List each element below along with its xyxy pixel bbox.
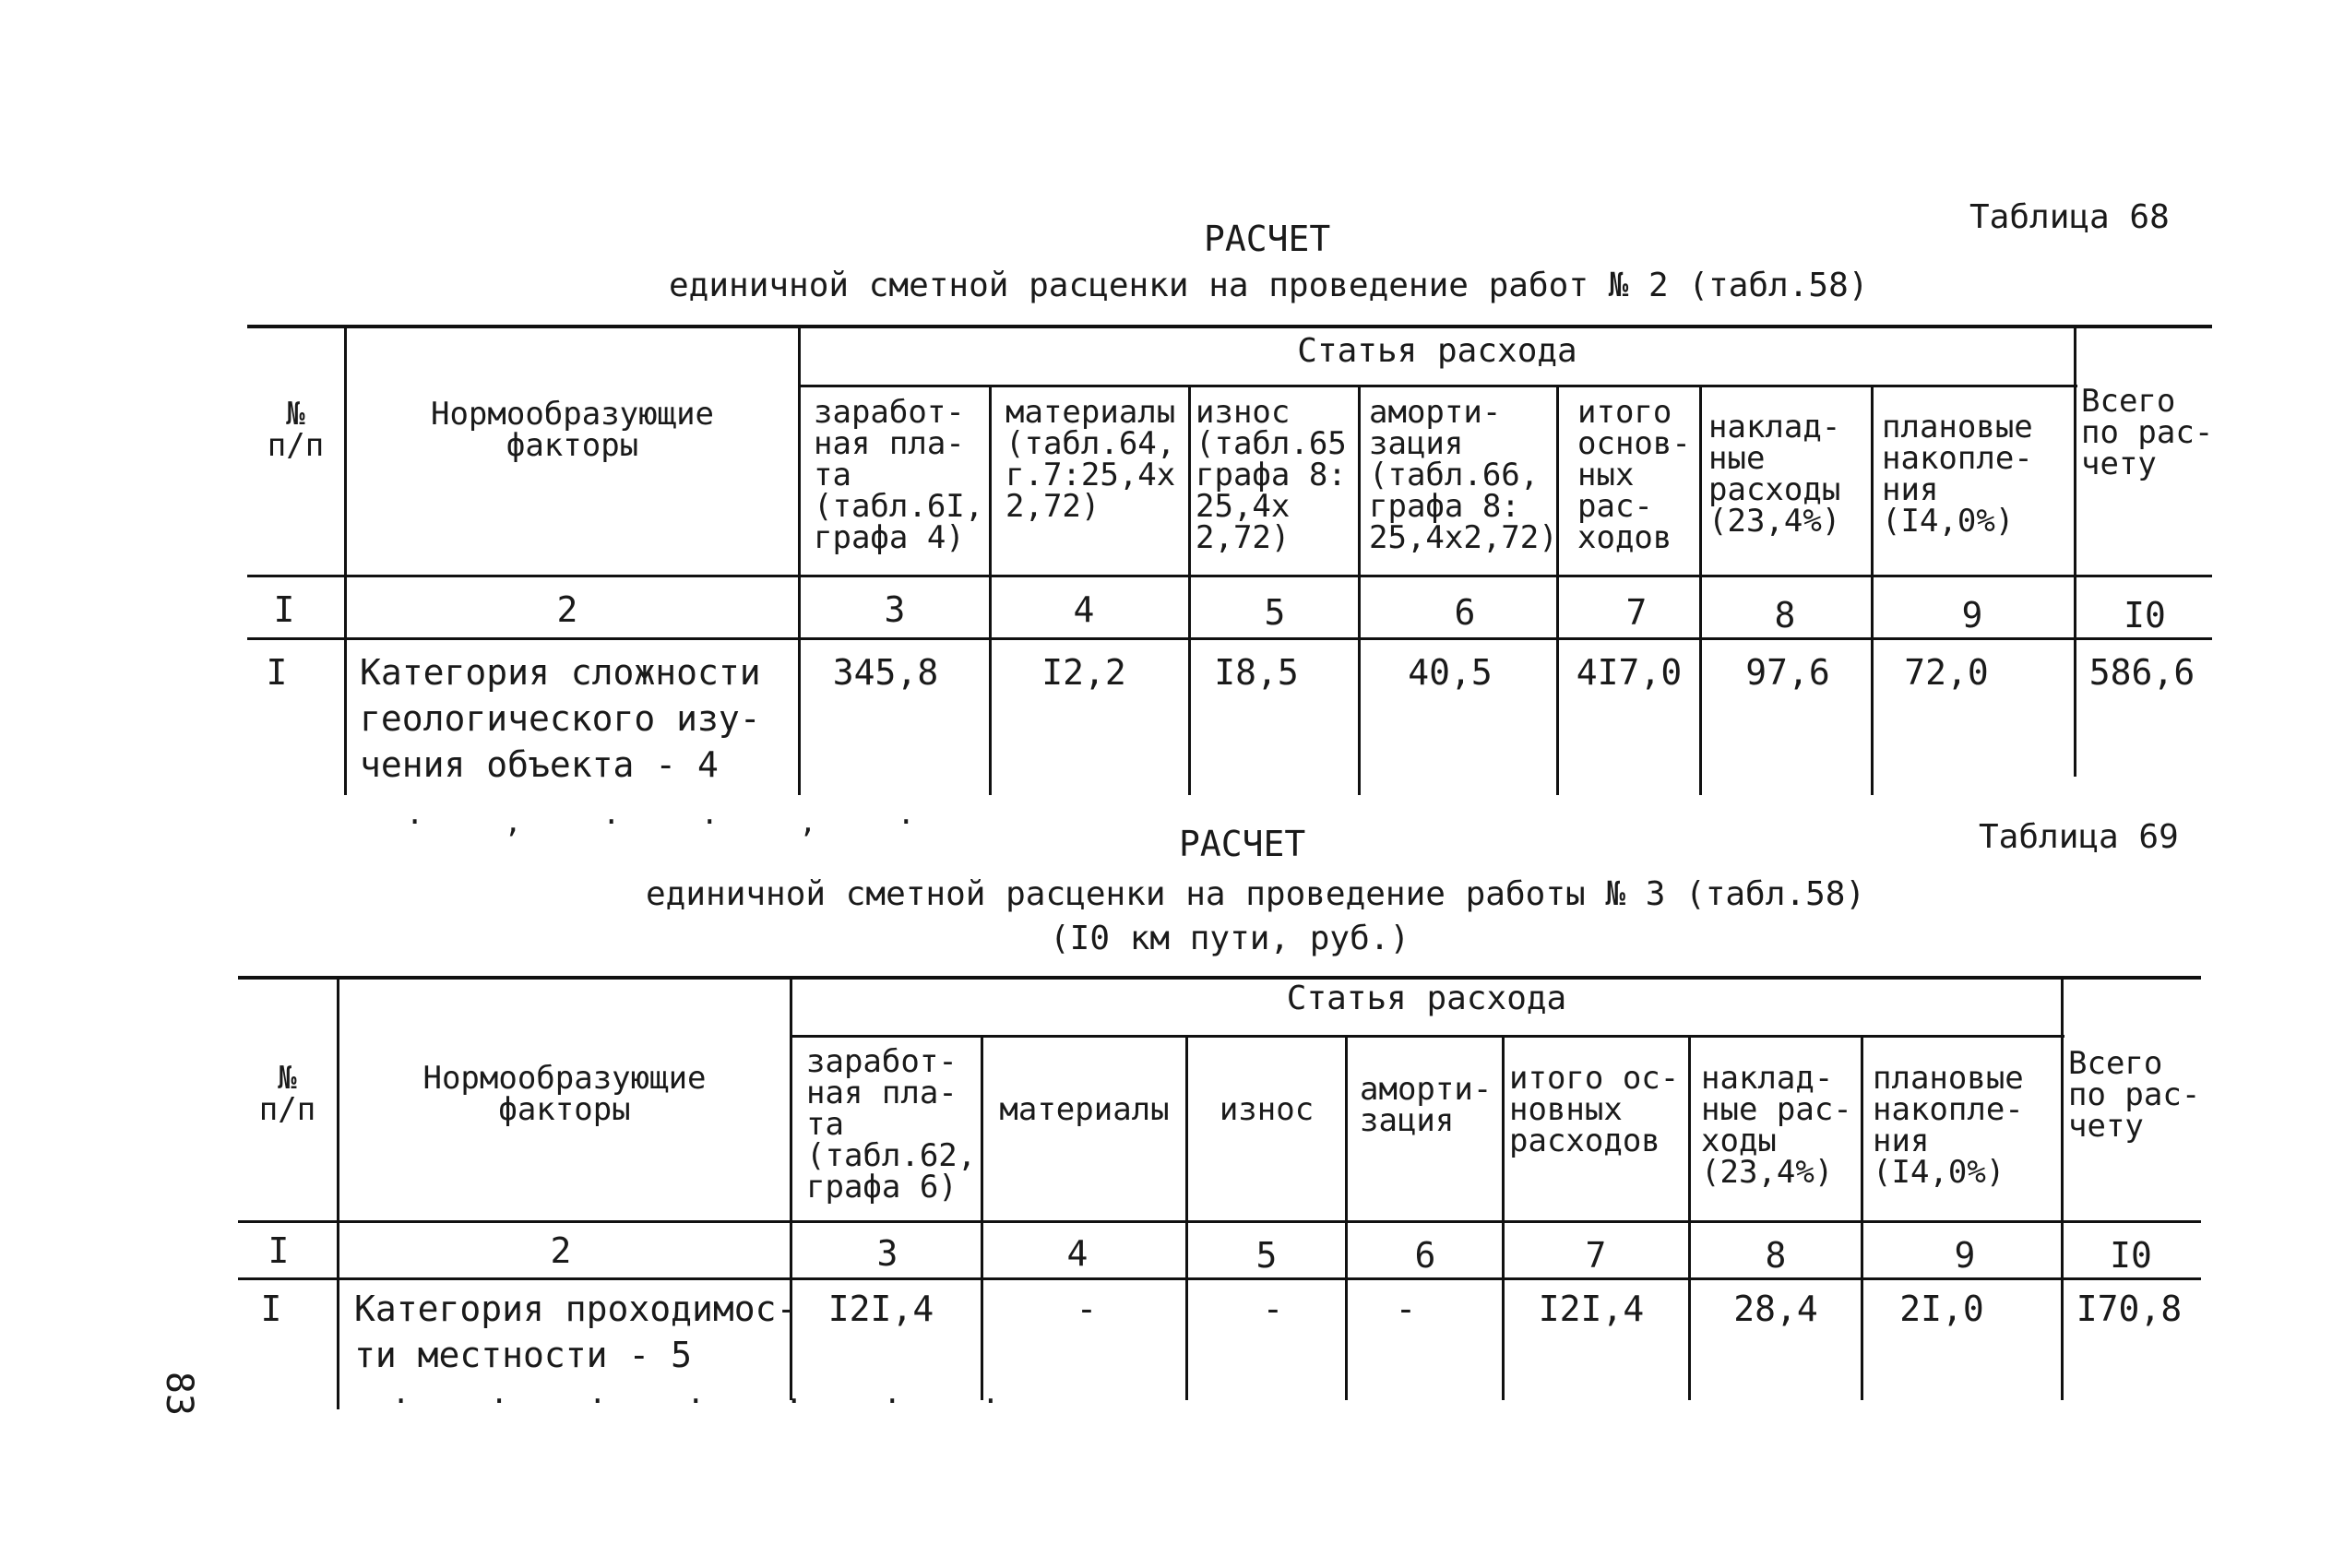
- table-68-top-rule: [247, 325, 2212, 328]
- table-68-header-rule: [247, 575, 2212, 577]
- table-69-col-number: 6: [1414, 1235, 1436, 1276]
- table-69-col-total: Всего по рас- чету: [2068, 1045, 2201, 1145]
- table-68-col-number: 9: [1961, 595, 1983, 636]
- table-69-col-factors: Нормообразующие факторы: [422, 1060, 707, 1128]
- table-69-col-number: 5: [1255, 1235, 1278, 1276]
- continuation-dots: · · · · · · ·: [392, 1384, 1031, 1419]
- table-68-divider: [798, 325, 801, 795]
- table-69-subtitle-units: (I0 км пути, руб.): [1050, 920, 1410, 957]
- table-68-value: 586,6: [2088, 652, 2195, 693]
- table-68-divider: [2074, 325, 2076, 777]
- table-69-col-number: I: [268, 1230, 290, 1271]
- table-69-value: I2I,4: [1538, 1289, 1645, 1329]
- table-68-row-no: I: [266, 652, 288, 693]
- table-68-col-factors: Нормообразующие факторы: [430, 396, 715, 464]
- table-68-value: I2,2: [1041, 652, 1126, 693]
- table-68-col-number: I0: [2124, 595, 2166, 636]
- table-69-value: 28,4: [1733, 1289, 1818, 1329]
- table-68-row-factor: Категория сложности геологического изу- чения объекта - 4: [360, 652, 761, 785]
- table-68-value: 72,0: [1904, 652, 1989, 693]
- continuation-dots: · ‚ · · ‚ ·: [406, 804, 946, 839]
- table-69-header-rule: [238, 1220, 2201, 1223]
- table-69-divider: [1345, 1038, 1348, 1400]
- table-69-value: I70,8: [2076, 1289, 2183, 1329]
- table-68-col-number: 3: [884, 589, 906, 630]
- table-68-divider: [1358, 387, 1361, 795]
- table-69-value: -: [1395, 1289, 1417, 1329]
- table-69-col-8: наклад- ные рас- ходы (23,4%): [1701, 1060, 1852, 1191]
- table-68-col-6: аморти- зация (табл.66, графа 8: 25,4х2,72): [1369, 394, 1558, 556]
- table-69-subtitle: единичной сметной расценки на проведение работы № 3 (табл.58): [646, 875, 1866, 913]
- table-68-col-5: износ (табл.65 графа 8: 25,4х 2,72): [1196, 394, 1347, 556]
- table-68-value: 345,8: [832, 652, 939, 693]
- table-69-col-7: итого ос- новных расходов: [1509, 1060, 1680, 1159]
- table-69-divider: [1688, 1038, 1691, 1400]
- table-69-col-9: плановые накопле- ния (I4,0%): [1873, 1060, 2024, 1191]
- table-68-col-number: 2: [556, 589, 578, 630]
- table-68-divider: [1871, 387, 1874, 795]
- table-69-divider: [1502, 1038, 1505, 1400]
- table-68-col-8: наклад- ные расходы (23,4%): [1708, 409, 1841, 540]
- table-69-col-number: 4: [1066, 1233, 1089, 1274]
- table-68-col-number: 4: [1073, 589, 1095, 630]
- table-69-col-no: № п/п: [258, 1060, 316, 1128]
- table-69-col-number: 7: [1585, 1235, 1607, 1276]
- table-68-value: 40,5: [1408, 652, 1493, 693]
- page-number: 83: [158, 1371, 201, 1417]
- table-68-group-header: Статья расхода: [1297, 332, 1577, 370]
- table-69-title: РАСЧЕТ: [1179, 824, 1306, 864]
- table-68-col-number: I: [273, 589, 295, 630]
- table-69-col-number: 8: [1765, 1235, 1787, 1276]
- table-69-tag: Таблица 69: [1979, 818, 2179, 856]
- table-69-divider: [2061, 976, 2064, 1400]
- table-68-value: I8,5: [1214, 652, 1299, 693]
- table-68-subtitle: единичной сметной расценки на проведение работ № 2 (табл.58): [669, 267, 1869, 304]
- table-68-title: РАСЧЕТ: [1204, 219, 1331, 259]
- table-69-divider: [1861, 1038, 1863, 1400]
- table-69-number-rule: [238, 1277, 2201, 1280]
- table-68-col-total: Всего по рас- чету: [2081, 383, 2214, 482]
- table-68-divider: [1188, 387, 1191, 795]
- table-68-col-9: плановые накопле- ния (I4,0%): [1882, 409, 2033, 540]
- table-69-col-5: износ: [1219, 1091, 1315, 1128]
- table-69-col-number: I0: [2110, 1235, 2152, 1276]
- table-68-col-number: 7: [1625, 592, 1648, 633]
- table-69-group-header: Статья расхода: [1286, 980, 1567, 1017]
- table-68-value: 4I7,0: [1576, 652, 1683, 693]
- table-68-col-4: материалы (табл.64, г.7:25,4х 2,72): [1005, 394, 1176, 525]
- table-69-col-4: материалы: [999, 1091, 1170, 1128]
- table-69-col-3: заработ- ная пла- та (табл.62, графа 6): [806, 1043, 977, 1206]
- table-69-col-number: 3: [876, 1233, 898, 1274]
- table-68-divider: [344, 325, 347, 795]
- table-69-top-rule: [238, 976, 2201, 980]
- table-68-number-rule: [247, 637, 2212, 640]
- table-69-value: I2I,4: [827, 1289, 934, 1329]
- table-68-col-number: 5: [1264, 592, 1286, 633]
- table-68-tag: Таблица 68: [1969, 198, 2170, 236]
- table-68-col-number: 8: [1774, 595, 1796, 636]
- table-69-divider: [1185, 1038, 1188, 1400]
- table-68-divider: [1699, 387, 1702, 795]
- table-68-col-7: итого основ- ных рас- ходов: [1577, 394, 1691, 556]
- table-69-divider: [337, 976, 339, 1409]
- table-69-divider: [981, 1038, 983, 1400]
- table-69-value: -: [1076, 1289, 1098, 1329]
- table-68-col-no: № п/п: [267, 396, 325, 464]
- table-69-row-factor: Категория проходимос- ти местности - 5: [354, 1289, 798, 1375]
- table-68-divider: [989, 387, 992, 795]
- table-69-row-no: I: [260, 1289, 282, 1329]
- table-68-col-number: 6: [1454, 592, 1476, 633]
- table-69-col-number: 2: [550, 1230, 572, 1271]
- table-68-value: 97,6: [1745, 652, 1830, 693]
- table-69-col-6: аморти- зация: [1360, 1071, 1493, 1139]
- table-69-value: 2I,0: [1899, 1289, 1984, 1329]
- table-69-col-number: 9: [1954, 1235, 1976, 1276]
- table-68-col-3: заработ- ная пла- та (табл.6I, графа 4): [814, 394, 984, 556]
- table-69-value: -: [1262, 1289, 1284, 1329]
